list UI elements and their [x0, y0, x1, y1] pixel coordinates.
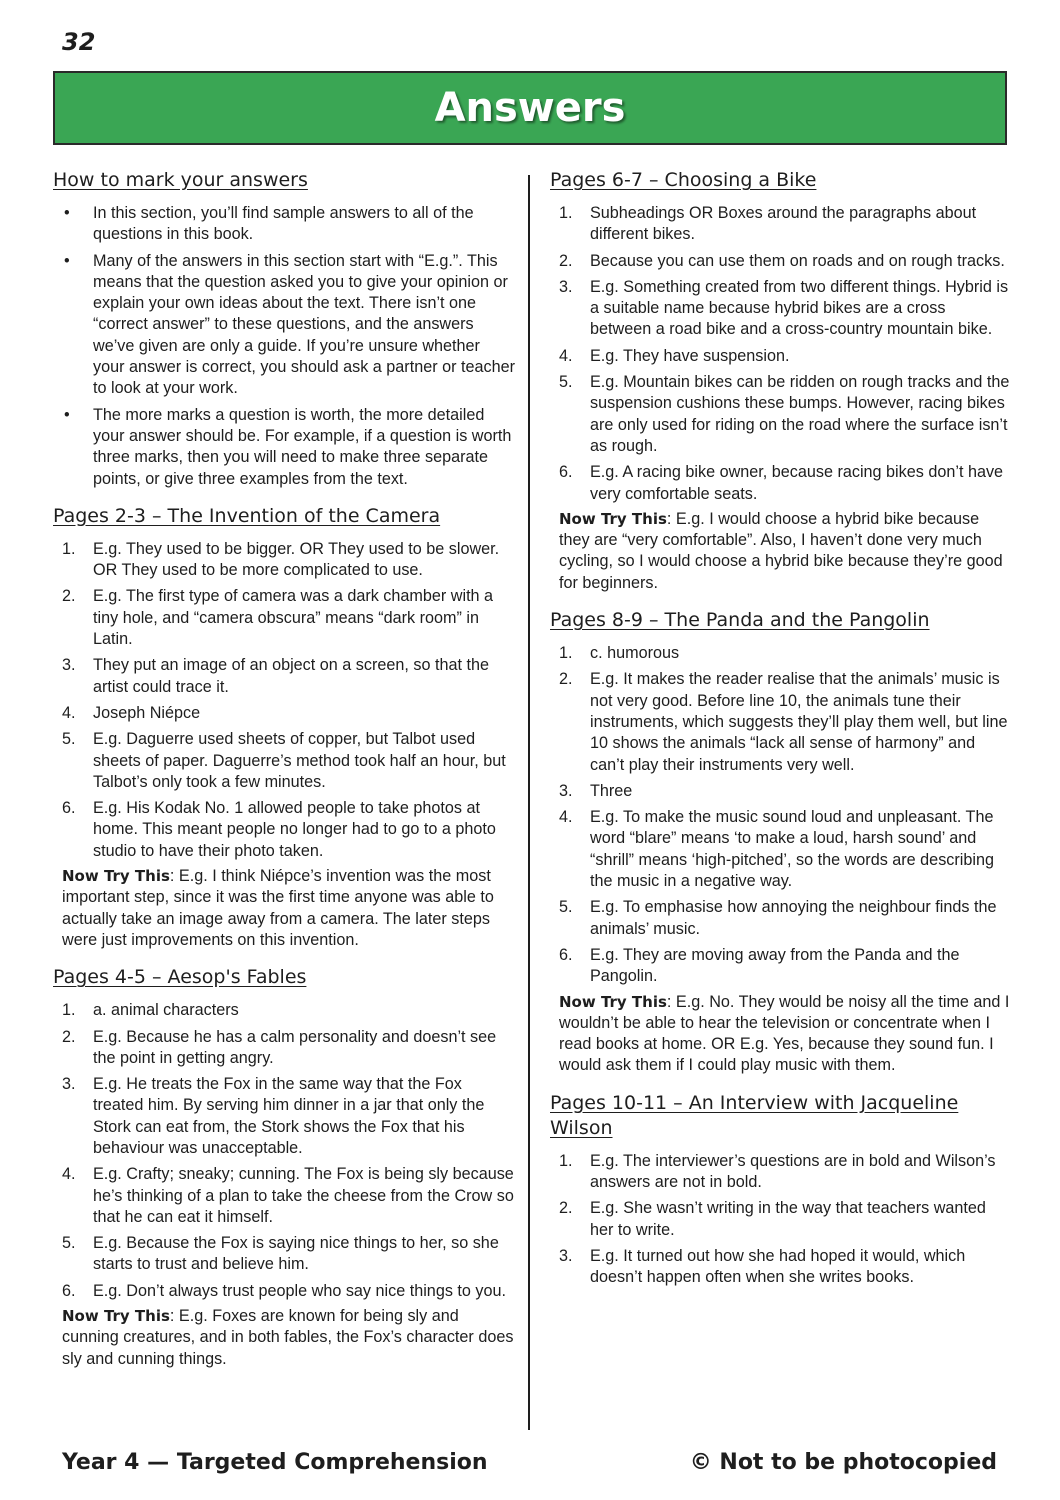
now-try-this-label: Now Try This [62, 1307, 170, 1326]
answer-item [550, 1151, 1010, 1194]
answer-number: 4. [559, 346, 573, 365]
section-heading: Pages 8-9 – The Panda and the Pangolin [550, 609, 930, 632]
answer-number: 4. [559, 808, 573, 827]
answer-text: E.g. It turned out how she had hoped it would, which doesn’t happen often when she writes books. [590, 1246, 966, 1287]
now-try-this-label: Now Try This [559, 992, 667, 1011]
section-interview [550, 1091, 1010, 1289]
answer-text: Joseph Niépce [93, 703, 201, 722]
answer-text: E.g. Because he has a calm personality and doesn’t see the point in getting angry. [93, 1027, 497, 1067]
answer-number: 2. [559, 1199, 573, 1218]
answer-number: 5. [62, 1234, 76, 1253]
answer-number: 6. [62, 799, 76, 818]
answer-text: E.g. Because the Fox is saying nice things to her, so she starts to trust and believe him. [93, 1234, 499, 1274]
section-aesop [53, 965, 515, 1370]
answer-number: 1. [559, 644, 573, 663]
answer-number: 3. [559, 1246, 573, 1265]
answer-text: E.g. Daguerre used sheets of copper, but Talbot used sheets of paper. Daguerre’s method took half an hour, but Talbot’s only took a few minutes. [93, 730, 506, 791]
answer-text: E.g. To make the music sound loud and unpleasant. The word “blare” means ‘to make a loud, harsh sound’ and “shrill” means ‘high-pitched’, so the words are describing the music in a negative way. [590, 808, 994, 891]
bullet-list [53, 203, 515, 490]
answer-item [53, 1000, 515, 1021]
left-column [53, 168, 515, 1384]
answer-item [550, 781, 1010, 802]
answer-text: E.g. His Kodak No. 1 allowed people to take photos at home. This meant people no longer had to go to a photo studio to have their photo taken. [93, 799, 496, 860]
answer-list [550, 1151, 1010, 1289]
bullet-icon: • [64, 204, 70, 222]
answer-list [550, 203, 1010, 505]
bullet-item [53, 203, 515, 246]
answer-text: E.g. To emphasise how annoying the neighbour finds the animals’ music. [590, 898, 997, 938]
bullet-item [53, 251, 515, 400]
section-heading: Pages 6-7 – Choosing a Bike [550, 169, 817, 191]
answer-item [53, 586, 515, 650]
answer-text: They put an image of an object on a screen, so that the artist could trace it. [93, 656, 489, 696]
answer-number: 3. [559, 781, 573, 800]
answer-number: 3. [559, 277, 573, 296]
right-column [550, 168, 1010, 1302]
answer-number: 1. [559, 204, 573, 222]
answer-number: 2. [559, 670, 573, 689]
now-try-this [53, 866, 515, 951]
bullet-text: In this section, you’ll find sample answers to all of the questions in this book. [93, 204, 474, 244]
section-heading: Pages 10-11 – An Interview with Jacqueline Wilson [550, 1091, 959, 1139]
answer-text: E.g. It makes the reader realise that the animals’ music is not very good. Before line 10, the animals tune their instruments, which suggests they’ll play them well, but line 10 shows the animals “lack all sense of harmony” and can’t play their instruments very well. [590, 670, 1008, 774]
answer-text: Subheadings OR Boxes around the paragraphs about different bikes. [590, 204, 977, 244]
answer-item [53, 539, 515, 582]
answer-text: E.g. She wasn’t writing in the way that teachers wanted her to write. [590, 1199, 986, 1239]
answer-text: E.g. A racing bike owner, because racing bikes don’t have very comfortable seats. [590, 463, 1004, 503]
answer-text: Three [590, 781, 633, 800]
answer-list [53, 539, 515, 862]
answer-item [550, 807, 1010, 892]
footer-book-title: Year 4 — Targeted Comprehension [62, 1450, 488, 1475]
section-bike [550, 168, 1010, 594]
answer-number: 5. [559, 898, 573, 917]
answer-item [550, 1198, 1010, 1241]
answer-number: 4. [62, 703, 76, 722]
now-try-this-text: : E.g. Foxes are known for being sly and cunning creatures, and in both fables, the Fox’s character does sly and cunning things. [62, 1307, 514, 1368]
bullet-item [53, 405, 515, 490]
now-try-this [550, 992, 1010, 1077]
answer-item [53, 1164, 515, 1228]
now-try-this-text: : E.g. I think Niépce’s invention was the most important step, since it was the first time anyone was able to actually take an image away from a camera. The later steps were just improvements on this invention. [62, 867, 494, 949]
page-number: 32 [62, 28, 96, 56]
answer-text: E.g. Something created from two different things. Hybrid is a suitable name because hybrid bikes are a cross between a road bike and a cross-country mountain bike. [590, 277, 1009, 339]
answer-text: E.g. They have suspension. [590, 346, 790, 365]
answer-item [53, 798, 515, 862]
answers-banner [53, 71, 1007, 145]
bullet-icon: • [64, 405, 70, 424]
answer-text: E.g. Mountain bikes can be ridden on rough tracks and the suspension cushions these bumps. However, racing bikes are only used for riding on the road where the surface isn’t as rough. [590, 373, 1010, 455]
answer-item [53, 1281, 515, 1302]
page-title: Answers [434, 85, 626, 131]
column-divider [528, 175, 530, 1430]
now-try-this-text: : E.g. No. They would be noisy all the time and I wouldn’t be able to hear the television or concentrate when I read books at home. OR E.g. Yes, because they sound fun. I would ask them if I could play music with them. [559, 992, 1010, 1075]
answer-number: 6. [559, 463, 573, 482]
answer-number: 3. [62, 1075, 76, 1094]
answer-text: E.g. The interviewer’s questions are in bold and Wilson’s answers are not in bold. [590, 1151, 996, 1191]
answer-number: 5. [559, 373, 573, 392]
answer-text: E.g. Crafty; sneaky; cunning. The Fox is being sly because he’s thinking of a plan to take the cheese from the Crow so that he can eat it himself. [93, 1165, 514, 1226]
section-how-to-mark [53, 168, 515, 490]
answer-number: 1. [62, 1001, 76, 1020]
section-heading: How to mark your answers [53, 169, 308, 191]
answer-text: E.g. The first type of camera was a dark chamber with a tiny hole, and “camera obscura” means “dark room” in Latin. [93, 587, 494, 649]
answer-number: 2. [62, 587, 76, 606]
now-try-this-text: : E.g. I would choose a hybrid bike because they are “very comfortable”. Also, I haven’t done very much cycling, so I would choose a hybrid bike because they’re good for beginners. [559, 509, 1003, 592]
answer-item [550, 669, 1010, 775]
answer-text: Because you can use them on roads and on rough tracks. [590, 251, 1005, 270]
answer-item [550, 462, 1010, 505]
answer-number: 1. [62, 539, 76, 558]
answer-item [53, 655, 515, 698]
answer-item [550, 897, 1010, 940]
answer-text: a. animal characters [93, 1001, 239, 1020]
answer-item [53, 1074, 515, 1159]
answer-item [550, 1246, 1010, 1289]
answer-text: E.g. They used to be bigger. OR They used to be slower. OR They used to be more complicated to use. [93, 539, 500, 580]
answer-number: 2. [559, 251, 573, 270]
answer-item [550, 945, 1010, 988]
answer-number: 5. [62, 730, 76, 749]
answer-number: 6. [62, 1281, 76, 1300]
answer-item [53, 1027, 515, 1070]
answer-list [550, 643, 1010, 987]
answer-item [550, 277, 1010, 341]
answer-number: 6. [559, 945, 573, 964]
now-try-this [550, 509, 1010, 594]
answer-number: 4. [62, 1165, 76, 1184]
answer-item [550, 346, 1010, 367]
bullet-text: Many of the answers in this section start with “E.g.”. This means that the question asked you to give your opinion or explain your own ideas about the text. There isn’t one “correct answer” to these questions, and the answers we’ve given are only a guide. If you’re unsure whether your answer is correct, you should ask a partner or teacher to look at your work. [93, 251, 515, 398]
answer-item [550, 251, 1010, 272]
now-try-this-label: Now Try This [62, 867, 170, 886]
section-heading: Pages 2-3 – The Invention of the Camera [53, 504, 441, 527]
answer-item [53, 703, 515, 724]
now-try-this-label: Now Try This [559, 509, 667, 528]
answer-item [550, 643, 1010, 664]
answer-item [53, 729, 515, 793]
answer-item [550, 203, 1010, 246]
footer-copyright: © Not to be photocopied [689, 1450, 997, 1475]
answer-item [550, 372, 1010, 457]
answer-number: 1. [559, 1151, 573, 1170]
now-try-this [53, 1306, 515, 1370]
answer-list [53, 1000, 515, 1302]
section-heading: Pages 4-5 – Aesop's Fables [53, 966, 307, 989]
bullet-text: The more marks a question is worth, the more detailed your answer should be. For example, if a question is worth three marks, then you will need to make three separate points, or give three examples from the text. [93, 405, 512, 488]
bullet-icon: • [64, 251, 70, 270]
answer-text: c. humorous [590, 644, 680, 663]
answer-number: 3. [62, 656, 76, 675]
answer-number: 2. [62, 1027, 76, 1046]
answer-text: E.g. He treats the Fox in the same way that the Fox treated him. By serving him dinner in a jar that only the Stork can eat from, the Stork shows the Fox that his behaviour was unacceptable. [93, 1075, 485, 1157]
answer-item [53, 1233, 515, 1276]
section-panda [550, 608, 1010, 1077]
section-camera [53, 504, 515, 951]
answer-text: E.g. Don’t always trust people who say nice things to you. [93, 1281, 507, 1300]
answer-text: E.g. They are moving away from the Panda and the Pangolin. [590, 945, 960, 986]
